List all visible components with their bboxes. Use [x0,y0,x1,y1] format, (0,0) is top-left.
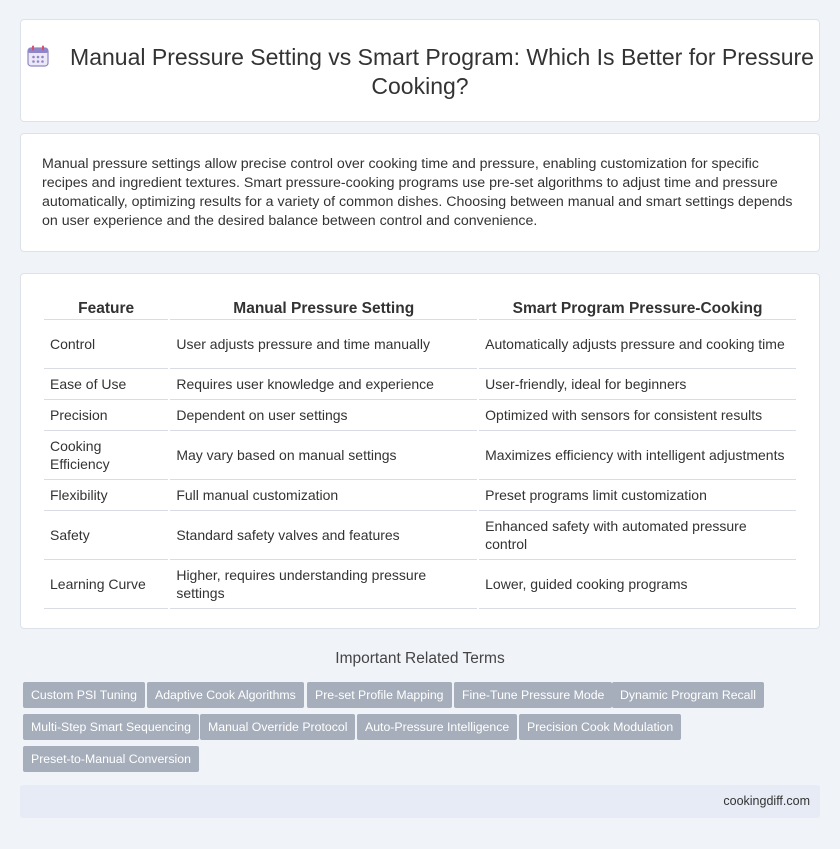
table-cell-feature: Ease of Use [44,369,168,400]
table-cell-smart: Maximizes efficiency with intelligent adjustments [479,431,796,480]
related-term-tag[interactable]: Auto-Pressure Intelligence [357,714,517,740]
table-cell-feature: Safety [44,511,168,560]
related-term-tag[interactable]: Dynamic Program Recall [612,682,764,708]
column-header-manual: Manual Pressure Setting [170,298,477,320]
header-card [20,19,820,122]
intro-card [20,133,820,252]
table-row [44,480,796,511]
table-cell-smart: User-friendly, ideal for beginners [479,369,796,400]
table-cell-feature: Cooking Efficiency [44,431,168,480]
table-cell-smart: Enhanced safety with automated pressure control [479,511,796,560]
table-cell-manual: May vary based on manual settings [170,431,477,480]
calendar-icon [26,44,50,68]
page-title-wrap [21,43,819,101]
table-cell-feature: Precision [44,400,168,431]
related-terms-title: Important Related Terms [335,650,505,667]
related-term-tag[interactable]: Pre-set Profile Mapping [307,682,452,708]
related-term-tag[interactable]: Preset-to-Manual Conversion [23,746,199,772]
footer-site-link[interactable]: cookingdiff.com [723,794,810,808]
table-cell-smart: Lower, guided cooking programs [479,560,796,609]
table-cell-smart: Automatically adjusts pressure and cooking time [479,320,796,369]
table-cell-manual: Requires user knowledge and experience [170,369,477,400]
table-row [44,400,796,431]
table-row [44,511,796,560]
page-title: Manual Pressure Setting vs Smart Program: Which Is Better for Pressure Cooking? [70,44,814,99]
table-cell-manual: Dependent on user settings [170,400,477,431]
table-cell-manual: Higher, requires understanding pressure settings [170,560,477,609]
intro-text: Manual pressure settings allow precise control over cooking time and pressure, enabling customization for specific recipes and ingredient textures. Smart pressure-cooking programs use pre-set algorithms to adjust time and pressure automatically, optimizing results for a variety of common dishes. Choosing between manual and smart settings depends on user experience and the desired balance between control and convenience. [42,156,793,229]
table-cell-manual: Full manual customization [170,480,477,511]
table-cell-smart: Preset programs limit customization [479,480,796,511]
related-term-tag[interactable]: Precision Cook Modulation [519,714,681,740]
table-cell-smart: Optimized with sensors for consistent results [479,400,796,431]
table-row [44,369,796,400]
footer [20,785,820,818]
table-cell-feature: Control [44,320,168,369]
table-row [44,431,796,480]
table-cell-manual: User adjusts pressure and time manually [170,320,477,369]
column-header-feature: Feature [44,298,168,320]
table-cell-feature: Learning Curve [44,560,168,609]
table-cell-feature: Flexibility [44,480,168,511]
related-term-tag[interactable]: Custom PSI Tuning [23,682,145,708]
related-term-tag[interactable]: Multi-Step Smart Sequencing [23,714,199,740]
related-term-tag[interactable]: Adaptive Cook Algorithms [147,682,304,708]
comparison-table [42,298,798,609]
table-row [44,560,796,609]
related-term-tag[interactable]: Fine-Tune Pressure Mode [454,682,612,708]
table-cell-manual: Standard safety valves and features [170,511,477,560]
related-term-tag[interactable]: Manual Override Protocol [200,714,355,740]
table-header-row [44,298,796,320]
table-row [44,320,796,369]
column-header-smart: Smart Program Pressure-Cooking [479,298,796,320]
comparison-table-card [20,273,820,629]
